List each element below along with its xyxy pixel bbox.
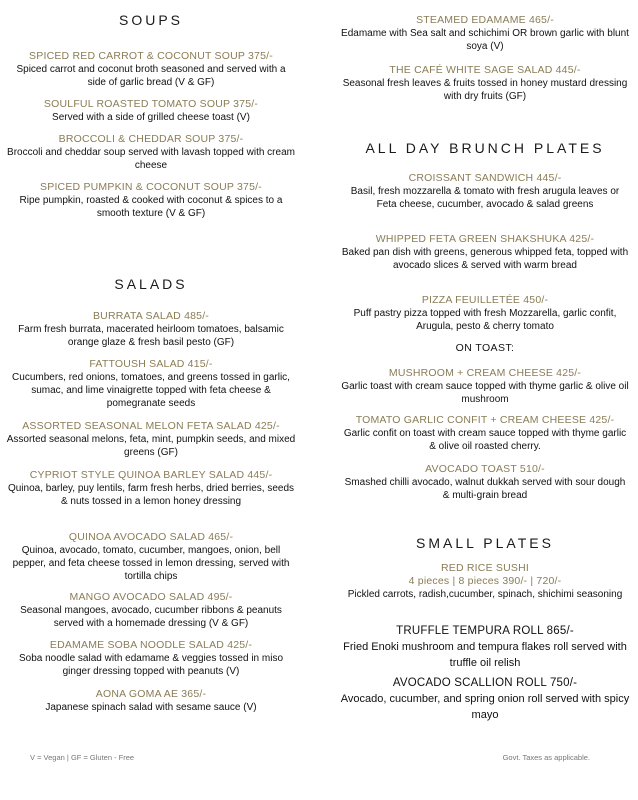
item-title: PIZZA FEUILLETÉE 450/- [421,294,549,306]
item-title: QUINOA AVOCADO SALAD 465/- [68,531,234,543]
menu-item [6,181,296,220]
menu-item [340,294,630,333]
menu-item [340,463,630,502]
item-title: MUSHROOM + CREAM CHEESE 425/- [388,367,582,379]
menu-item [340,676,630,723]
item-title: EDAMAME SOBA NOODLE SALAD 425/- [49,639,253,651]
item-description: Quinoa, barley, puy lentils, farm fresh herbs, dried berries, seeds & nuts tossed in a lemon honey dressing [7,483,295,507]
item-description: Broccoli and cheddar soup served with lavash topped with cream cheese [7,147,295,171]
menu-item [6,98,296,124]
item-pieces-price: 4 pieces | 8 pieces 390/- | 720/- [408,575,562,587]
item-title: FATTOUSH SALAD 415/- [89,358,213,370]
item-title: AVOCADO SCALLION ROLL 750/- [392,677,578,689]
menu-item [6,531,296,583]
menu-item [340,624,630,671]
salads-heading: SALADS [114,276,188,292]
small-plates-heading: SMALL PLATES [416,535,554,551]
menu-item [6,420,296,459]
item-title: STEAMED EDAMAME 465/- [416,14,554,26]
item-description: Garlic confit on toast with cream sauce topped with thyme garlic & olive oil roasted cherry. [343,428,627,452]
item-title: WHIPPED FETA GREEN SHAKSHUKA 425/- [375,233,595,245]
item-description: Ripe pumpkin, roasted & cooked with coconut & spices to a smooth texture (V & GF) [19,195,283,219]
brunch-heading: ALL DAY BRUNCH PLATES [365,140,605,156]
item-description: Baked pan dish with greens, generous whipped feta, topped with avocado slices & served with warm bread [341,247,629,271]
menu-item [340,367,630,406]
item-title: ASSORTED SEASONAL MELON FETA SALAD 425/- [22,420,280,432]
menu-item [340,64,630,103]
item-title: SPICED PUMPKIN & COCONUT SOUP 375/- [40,181,262,193]
item-title: CYPRIOT STYLE QUINOA BARLEY SALAD 445/- [29,469,273,481]
menu-item [6,469,296,508]
item-description: Assorted seasonal melons, feta, mint, pumpkin seeds, and mixed greens (GF) [6,434,296,458]
menu-item [340,562,630,601]
menu-item [340,233,630,272]
item-title: MANGO AVOCADO SALAD 495/- [69,591,233,603]
on-toast-label: ON TOAST: [455,342,515,354]
item-description: Served with a side of grilled cheese toast (V) [52,112,250,123]
item-title: THE CAFÉ WHITE SAGE SALAD 445/- [389,64,581,76]
menu-item [6,133,296,172]
item-description: Pickled carrots, radish,cucumber, spinach, shichimi seasoning [347,589,623,600]
menu-item [6,310,296,349]
item-description: Farm fresh burrata, macerated heirloom tomatoes, balsamic orange glaze & fresh basil pesto (GF) [18,324,284,348]
item-description: Garlic toast with cream sauce topped with thyme garlic & olive oil mushroom [341,381,629,405]
item-description: Seasonal fresh leaves & fruits tossed in honey mustard dressing with dry fruits (GF) [342,78,628,102]
item-title: SPICED RED CARROT & COCONUT SOUP 375/- [29,50,273,62]
item-title: CROISSANT SANDWICH 445/- [408,172,562,184]
item-title: RED RICE SUSHI [441,562,529,574]
item-description: Avocado, cucumber, and spring onion roll served with spicy mayo [340,693,630,721]
item-description: Spiced carrot and coconut broth seasoned and served with a side of garlic bread (V & GF) [16,64,286,88]
menu-item [6,639,296,678]
item-description: Cucumbers, red onions, tomatoes, and greens tossed in garlic, sumac, and lime vinaigrette topped with feta cheese & pomegranate seeds [12,372,290,409]
item-title: BROCCOLI & CHEDDAR SOUP 375/- [58,133,244,145]
item-title: AONA GOMA AE 365/- [95,688,207,700]
menu-item [340,414,630,453]
item-description: Edamame with Sea salt and schichimi OR brown garlic with blunt soya (V) [341,28,629,52]
item-title: TOMATO GARLIC CONFIT + CREAM CHEESE 425/- [355,414,615,426]
menu-item [6,591,296,630]
menu-item [6,688,296,714]
item-description: Smashed chilli avocado, walnut dukkah served with sour dough & multi-grain bread [344,477,626,501]
menu-item [6,50,296,89]
menu-item [340,14,630,53]
item-description: Soba noodle salad with edamame & veggies tossed in miso ginger dressing topped with peanuts (V) [18,653,284,677]
menu-item [6,358,296,410]
menu-item [340,172,630,211]
item-title: AVOCADO TOAST 510/- [425,463,545,475]
item-description: Quinoa, avocado, tomato, cucumber, mangoes, onion, bell pepper, and feta cheese tossed in lemon dressing, served with tortilla chips [12,545,290,582]
item-description: Seasonal mangoes, avocado, cucumber ribbons & peanuts served with a homemade dressing (V & GF) [20,605,282,629]
item-description: Basil, fresh mozzarella & tomato with fresh arugula leaves or Feta cheese, cucumber, avocado & salad greens [350,186,620,210]
item-title: TRUFFLE TEMPURA ROLL 865/- [396,625,574,637]
item-title: SOULFUL ROASTED TOMATO SOUP 375/- [43,98,259,110]
item-description: Fried Enoki mushroom and tempura flakes roll served with truffle oil relish [343,641,627,669]
dietary-legend: V = Vegan | GF = Gluten - Free [30,753,135,762]
soups-heading: SOUPS [118,12,183,28]
taxes-note: Govt. Taxes as applicable. [502,753,590,762]
item-description: Japanese spinach salad with sesame sauce (V) [45,702,257,713]
item-description: Puff pastry pizza topped with fresh Mozzarella, garlic confit, Arugula, pesto & cherry tomato [353,308,617,332]
item-title: BURRATA SALAD 485/- [92,310,210,322]
